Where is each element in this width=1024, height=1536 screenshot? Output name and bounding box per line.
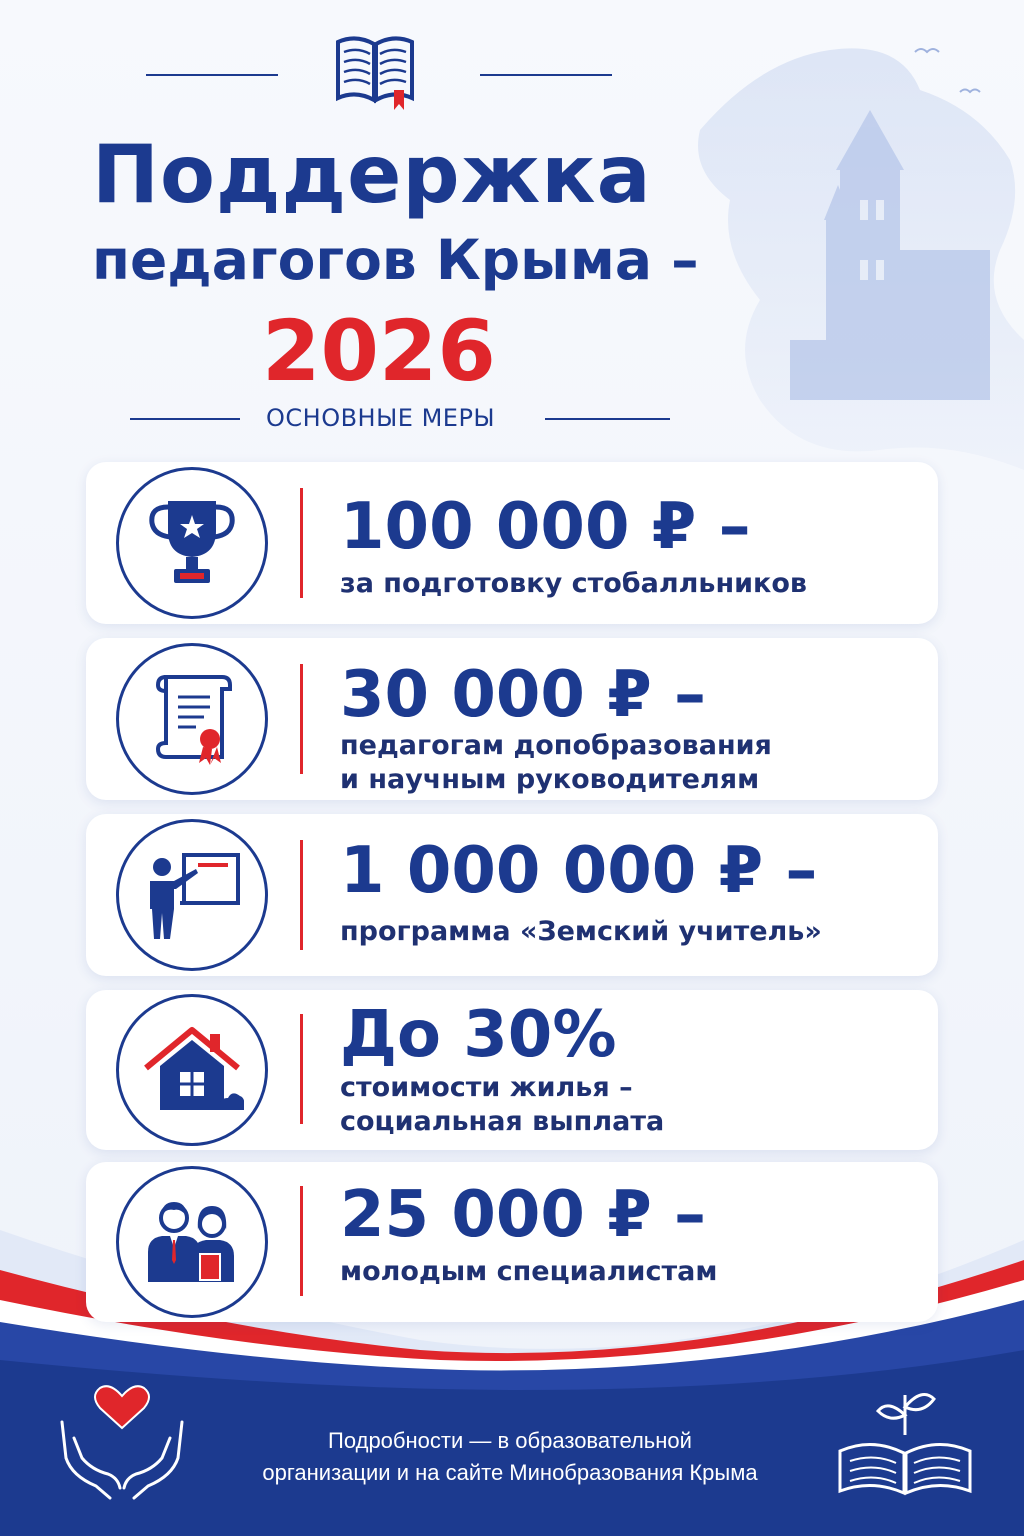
header-rule-left bbox=[146, 74, 278, 76]
measure-description-line2: и научным руководителям bbox=[340, 764, 760, 795]
measure-amount: 30 000 ₽ – bbox=[340, 658, 707, 732]
measure-description-line1: стоимости жилья – bbox=[340, 1072, 633, 1103]
card-divider bbox=[300, 1186, 303, 1296]
trophy-icon bbox=[116, 467, 268, 619]
page-title-line1: Поддержка bbox=[92, 128, 652, 221]
certificate-scroll-icon bbox=[116, 643, 268, 795]
card-divider bbox=[300, 488, 303, 598]
measure-description: молодым специалистам bbox=[340, 1256, 718, 1287]
measure-card-3 bbox=[86, 814, 938, 976]
measure-card-2 bbox=[86, 638, 938, 800]
measure-description: программа «Земский учитель» bbox=[340, 916, 822, 947]
measure-amount: 1 000 000 ₽ – bbox=[340, 834, 818, 908]
house-icon bbox=[116, 994, 268, 1146]
teacher-at-board-icon bbox=[116, 819, 268, 971]
measure-card-4 bbox=[86, 990, 938, 1150]
page-title-year: 2026 bbox=[262, 302, 496, 400]
measure-description-line2: социальная выплата bbox=[340, 1106, 665, 1137]
footer-info-text bbox=[190, 1425, 830, 1489]
measure-amount: 25 000 ₽ – bbox=[340, 1178, 707, 1252]
measure-card-5 bbox=[86, 1162, 938, 1322]
card-divider bbox=[300, 1014, 303, 1124]
header-rule-right bbox=[480, 74, 612, 76]
page-subtitle: ОСНОВНЫЕ МЕРЫ bbox=[266, 404, 496, 432]
subtitle-rule-right bbox=[545, 418, 670, 420]
open-book-sprout-icon bbox=[830, 1385, 980, 1500]
measure-description-line1: педагогам допобразования bbox=[340, 730, 772, 761]
young-specialists-icon bbox=[116, 1166, 268, 1318]
measure-amount: 100 000 ₽ – bbox=[340, 490, 751, 564]
card-divider bbox=[300, 664, 303, 774]
card-divider bbox=[300, 840, 303, 950]
footer-text-line2: организации и на сайте Минобразования Крыма bbox=[262, 1460, 758, 1485]
open-book-logo-icon bbox=[330, 30, 420, 110]
measure-description: за подготовку стобалльников bbox=[340, 568, 808, 599]
page-title-line2: педагогов Крыма – bbox=[92, 228, 699, 292]
subtitle-rule-left bbox=[130, 418, 240, 420]
measure-card-1 bbox=[86, 462, 938, 624]
footer-text-line1: Подробности — в образовательной bbox=[328, 1428, 692, 1453]
heart-in-hands-icon bbox=[52, 1378, 192, 1502]
measure-amount: До 30% bbox=[340, 998, 617, 1072]
